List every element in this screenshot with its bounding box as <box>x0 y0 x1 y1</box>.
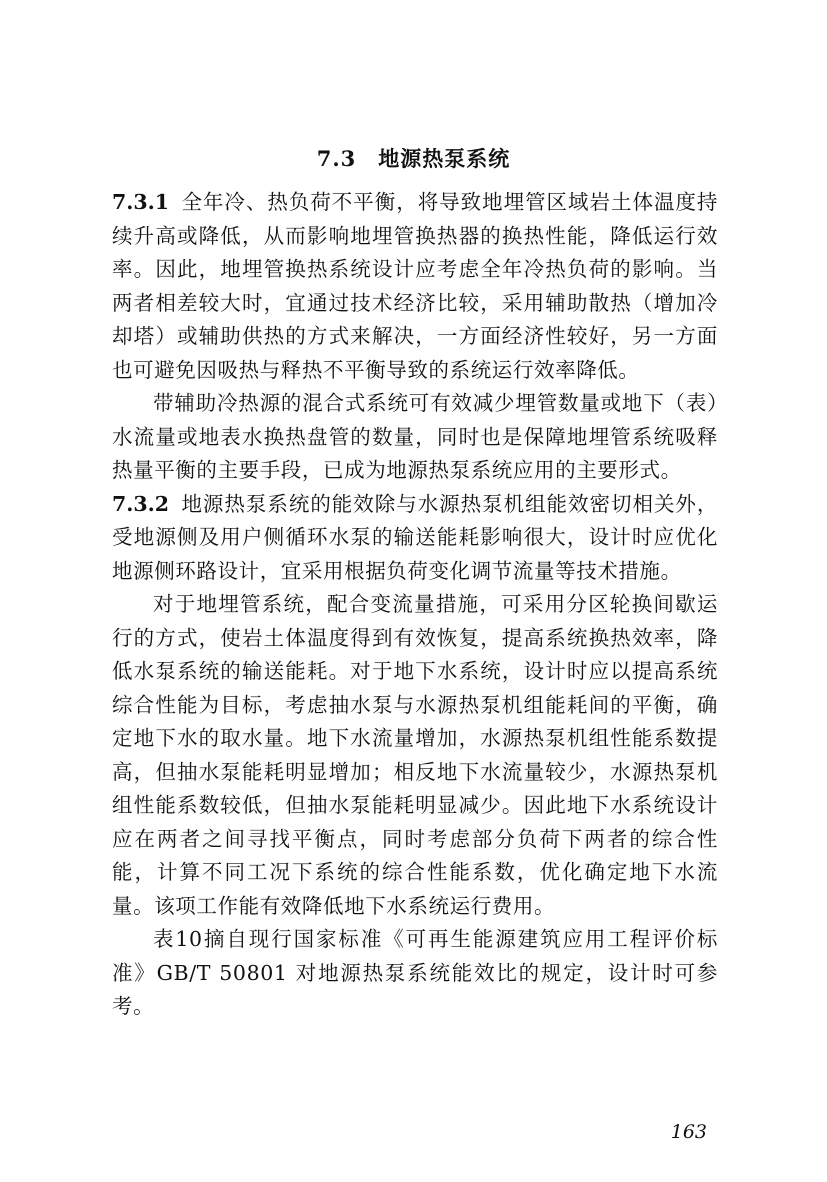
paragraph-text: 全年冷、热负荷不平衡，将导致地埋管区域岩土体温度持续升高或降低，从而影响地埋管换热器的换热性能，降低运行效率。因此，地埋管换热系统设计应考虑全年冷热负荷的影响。当两者相差较大时，宜通过技术经济比较，采用辅助散热（增加冷却塔）或辅助供热的方式来解决，一方面经济性较好，另一方面也可避免因吸热与释热不平衡导致的系统运行效率降低。 <box>112 190 718 382</box>
table-reference-paragraph <box>112 923 718 1024</box>
ground-loop-paragraph <box>112 588 718 923</box>
body-text <box>112 186 718 1024</box>
clause-7-3-2-paragraph <box>112 488 718 589</box>
clause-number: 7.3.1 <box>112 190 170 214</box>
page-number: 163 <box>670 1121 707 1143</box>
hybrid-system-paragraph <box>112 387 718 488</box>
section-title: 地源热泵系统 <box>378 146 511 171</box>
clause-number: 7.3.2 <box>112 491 170 516</box>
paragraph-text: 带辅助冷热源的混合式系统可有效减少埋管数量或地下（表）水流量或地表水换热盘管的数量，同时也是保障地埋管系统吸释热量平衡的主要手段，已成为地源热泵系统应用的主要形式。 <box>112 391 718 482</box>
section-number: 7.3 <box>316 146 357 171</box>
clause-7-3-1-paragraph <box>112 186 718 387</box>
paragraph-text: 表10摘自现行国家标准《可再生能源建筑应用工程评价标准》GB/T 50801 对地源热泵系统能效比的规定，设计时可参考。 <box>112 927 718 1018</box>
paragraph-text: 对于地埋管系统，配合变流量措施，可采用分区轮换间歇运行的方式，使岩土体温度得到有效恢复，提高系统换热效率，降低水泵系统的输送能耗。对于地下水系统，设计时应以提高系统综合性能为目标，考虑抽水泵与水源热泵机组能耗间的平衡，确定地下水的取水量。地下水流量增加，水源热泵机组性能系数提高，但抽水泵能耗明显增加；相反地下水流量较少，水源热泵机组性能系数较低，但抽水泵能耗明显减少。因此地下水系统设计应在两者之间寻找平衡点，同时考虑部分负荷下两者的综合性能，计算不同工况下系统的综合性能系数，优化确定地下水流量。该项工作能有效降低地下水系统运行费用。 <box>112 592 718 918</box>
paragraph-text: 地源热泵系统的能效除与水源热泵机组能效密切相关外，受地源侧及用户侧循环水泵的输送能耗影响很大，设计时应优化地源侧环路设计，宜采用根据负荷变化调节流量等技术措施。 <box>112 491 718 583</box>
section-heading <box>0 143 827 173</box>
